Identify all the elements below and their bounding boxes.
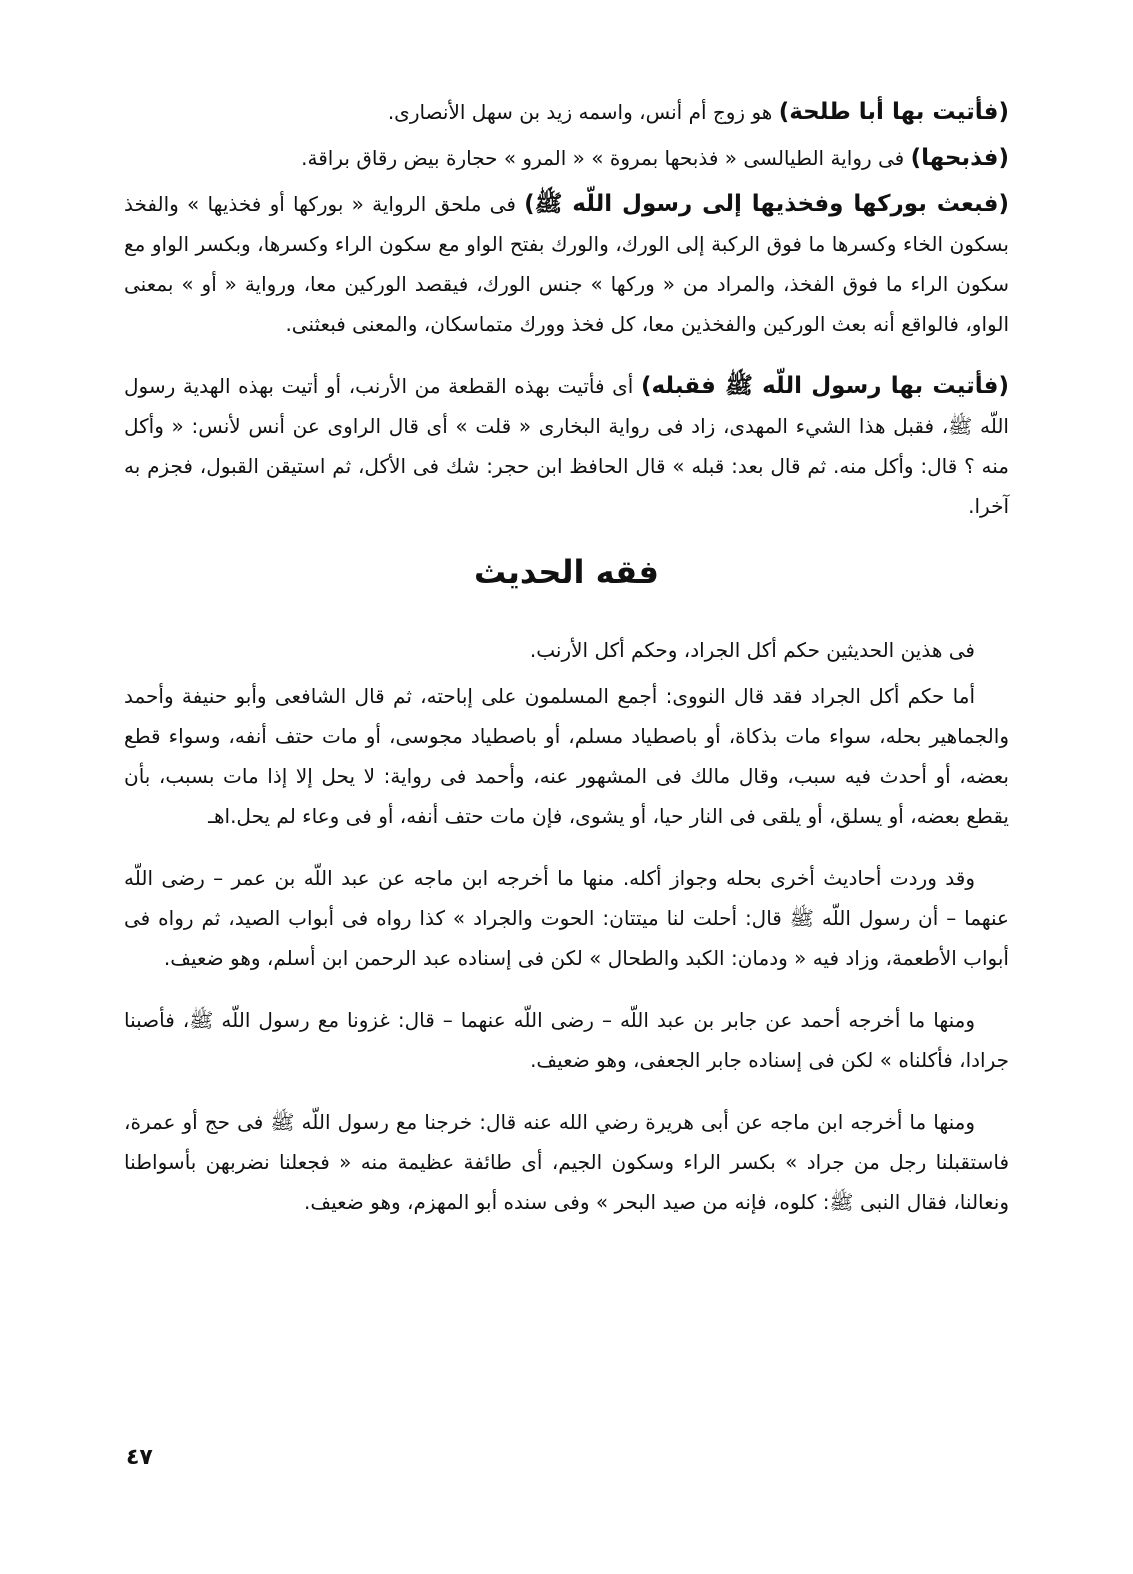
fiqh-paragraph: ومنها ما أخرجه ابن ماجه عن أبى هريرة رضي الله عنه قال: خرجنا مع رسول اللّه ﷺ فى حج أو عمرة، فاستقبلنا رجل من جراد » بكسر الراء وسكون الجيم، أى طائفة عظيمة منه « فجعلنا نضربهن بأسواطنا ونعالنا، فقال النبى ﷺ: كلوه، فإنه من صيد البحر » وفى سنده أبو المهزم، وهو ضعيف. (124, 1110, 1009, 1214)
note-paragraph (124, 138, 1009, 178)
note-lead: (فأتيت بها رسول اللّه ﷺ فقبله) (640, 373, 1009, 399)
fiqh-paragraph: وقد وردت أحاديث أخرى بحله وجواز أكله. منها ما أخرجه ابن ماجه عن عبد اللّه بن عمر – رضى اللّه عنهما – أن رسول اللّه ﷺ قال: أحلت لنا ميتتان: الحوت والجراد » كذا رواه فى أبواب الصيد، ثم رواه فى أبواب الأطعمة، وزاد فيه « ودمان: الكبد والطحال » لكن فى إسناده عبد الرحمن ابن أسلم، وهو ضعيف. (124, 866, 1009, 970)
section-heading: فقه الحديث (474, 553, 659, 591)
note-text: فى رواية الطيالسى « فذبحها بمروة » « المرو » حجارة بيض رقاق براقة. (301, 146, 911, 170)
note-paragraph (124, 92, 1009, 132)
page-number: ٤٧ (126, 1445, 153, 1470)
note-paragraph (124, 184, 1009, 344)
fiqh-paragraph: فى هذين الحديثين حكم أكل الجراد، وحكم أكل الأرنب. (529, 638, 975, 662)
fiqh-paragraph: ومنها ما أخرجه أحمد عن جابر بن عبد اللّه – رضى اللّه عنهما – قال: غزونا مع رسول اللّه ﷺ، فأصبنا جرادا، فأكلناه » لكن فى إسناده جابر الجعفى، وهو ضعيف. (124, 1008, 1009, 1072)
note-lead: (فأتيت بها أبا طلحة) (778, 99, 1009, 125)
note-text: هو زوج أم أنس، واسمه زيد بن سهل الأنصارى. (387, 100, 779, 124)
note-lead: (فذبحها) (910, 145, 1009, 171)
fiqh-paragraph: أما حكم أكل الجراد فقد قال النووى: أجمع المسلمون على إباحته، ثم قال الشافعى وأبو حنيفة وأحمد والجماهير بحله، سواء مات بذكاة، أو باصطياد مسلم، أو باصطياد مجوسى، أو مات حتف أنفه، وسواء قطع بعضه، أو أحدث فيه سبب، وقال مالك فى المشهور عنه، وأحمد فى رواية: لا يحل إلا إذا مات بسبب، بأن يقطع بعضه، أو يسلق، أو يلقى فى النار حيا، أو يشوى، فإن مات حتف أنفه، أو فى وعاء لم يحل.اهـ (124, 684, 1009, 828)
note-text: فى ملحق الرواية « بوركها أو فخذيها » والفخذ بسكون الخاء وكسرها ما فوق الركبة إلى الورك، والورك بفتح الواو مع سكون الراء وكسرها، وبكسر الواو مع سكون الراء ما فوق الفخذ، والمراد من « وركها » جنس الورك، فيقصد الوركين معا، ورواية « أو » بمعنى الواو، فالواقع أنه بعث الوركين والفخذين معا، كل فخذ وورك متماسكان، والمعنى فبعثنى. (124, 192, 1009, 336)
note-text: أى فأتيت بهذه القطعة من الأرنب، أو أتيت بهذه الهدية رسول اللّه ﷺ، فقبل هذا الشيء المهدى، زاد فى رواية البخارى « قلت » أى قال الراوى عن أنس لأنس: « وأكل منه ؟ قال: وأكل منه. ثم قال بعد: قبله » قال الحافظ ابن حجر: شك فى الأكل، ثم استيقن القبول، فجزم به آخرا. (124, 374, 1009, 518)
note-lead: (فبعث بوركها وفخذيها إلى رسول اللّه ﷺ) (524, 191, 1009, 217)
document-page (124, 92, 1009, 1230)
note-paragraph (124, 366, 1009, 526)
